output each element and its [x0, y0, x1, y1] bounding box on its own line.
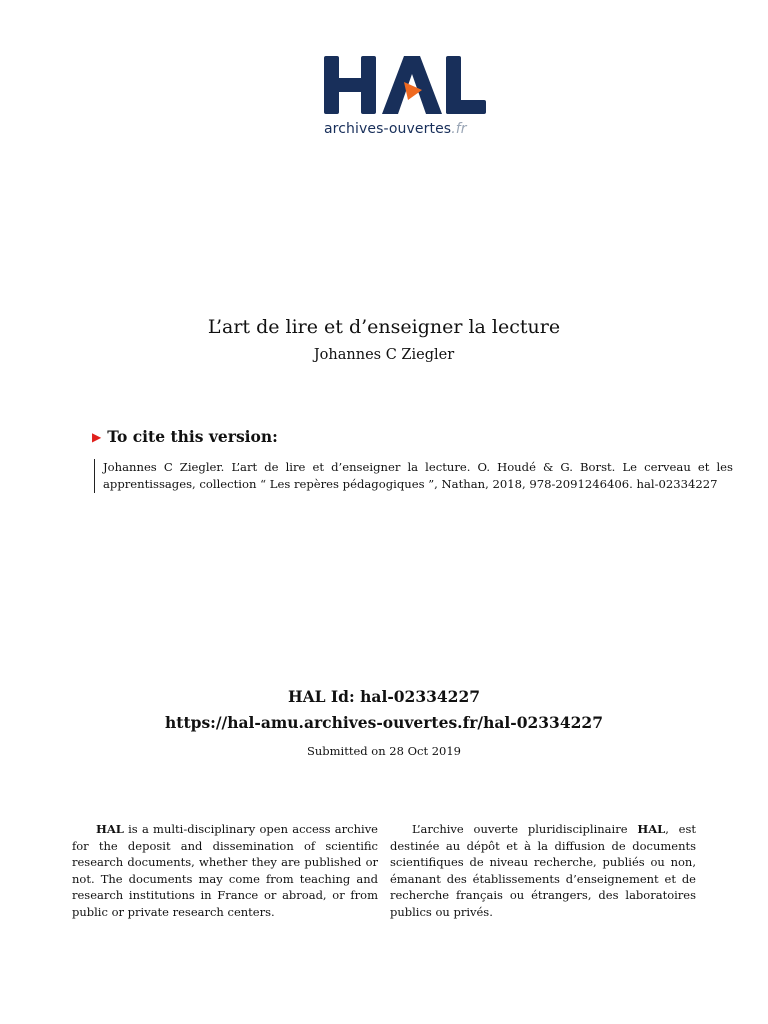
document-title: L’art de lire et d’enseigner la lecture	[207, 316, 561, 338]
hal-logo	[322, 54, 488, 140]
submission-date: Submitted on 28 Oct 2019	[307, 744, 461, 758]
cite-heading	[92, 427, 278, 446]
french-description	[390, 821, 696, 921]
citation-text: Johannes C Ziegler. L’art de lire et d’enseigner la lecture. O. Houdé & G. Borst. Le cerveau et les apprentissages, collection “ Les repères pédagogiques ”, Nathan, 2018, 978-2091246406. hal-02334227	[94, 459, 733, 493]
hal-lead: HAL	[96, 822, 124, 836]
triangle-bullet-icon: ▶	[92, 430, 102, 444]
english-description-text: is a multi-disciplinary open access archive for the deposit and dissemination of scientific research documents, whether they are published or not. The documents may come from teaching and research institutions in France or abroad, or from public or private research centers.	[72, 822, 378, 919]
cite-heading-label: To cite this version:	[107, 427, 278, 446]
hal-id: HAL Id: hal-02334227	[287, 687, 481, 706]
english-description	[72, 821, 378, 921]
hal-url-link[interactable]: https://hal-amu.archives-ouvertes.fr/hal-02334227	[165, 713, 603, 732]
document-author: Johannes C Ziegler	[313, 347, 455, 363]
french-description-pre: L’archive ouverte pluridisciplinaire	[412, 822, 638, 836]
hal-lead-fr: HAL	[637, 822, 666, 836]
french-description-text: , est destinée au dépôt et à la diffusion de documents scientifiques de niveau recherche, publiés ou non, émanant des établissements d’enseignement et de recherche français ou étrangers, des laboratoires publics ou privés.	[390, 822, 696, 919]
hal-logo-mark	[322, 54, 488, 116]
logo-tagline: archives-ouvertes.fr	[324, 121, 467, 137]
